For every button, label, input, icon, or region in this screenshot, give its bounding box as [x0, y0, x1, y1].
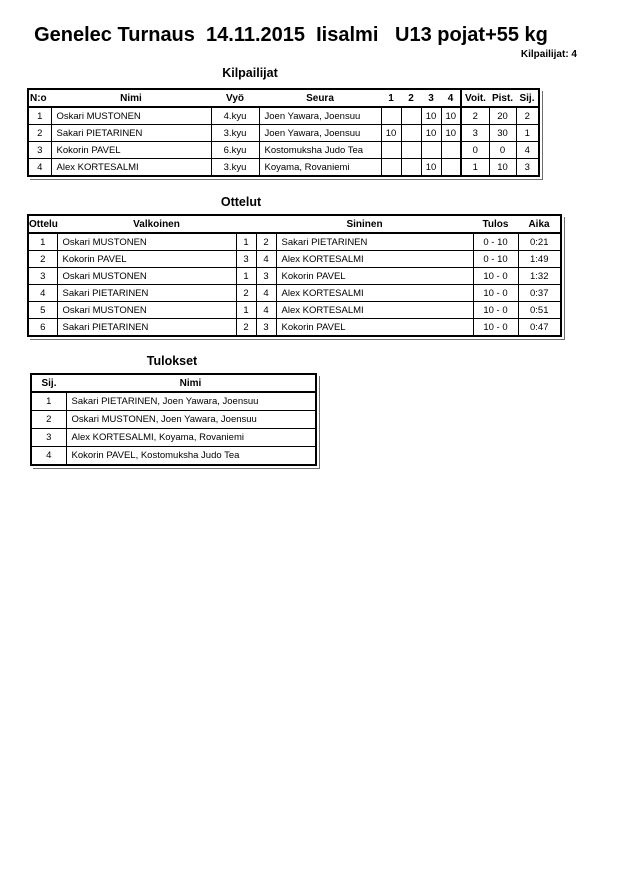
table-row [28, 302, 561, 319]
ottelut-table [27, 214, 562, 337]
cell-tulos: 10 - 0 [473, 285, 518, 302]
cell-sininen: Sakari PIETARINEN [276, 233, 473, 251]
col-header-seura: Seura [259, 89, 381, 107]
cell-nimi: Kokorin PAVEL, Kostomuksha Judo Tea [66, 447, 316, 466]
col-header-sij: Sij. [31, 374, 66, 392]
cell-valkoinen: Oskari MUSTONEN [57, 233, 236, 251]
cell-nimi: Sakari PIETARINEN, Joen Yawara, Joensuu [66, 392, 316, 411]
cell-sininen: Alex KORTESALMI [276, 302, 473, 319]
cell-valkoinen: Sakari PIETARINEN [57, 285, 236, 302]
cell-no: 4 [28, 159, 51, 177]
cell-sij: 4 [31, 447, 66, 466]
cell-pist: 10 [489, 159, 516, 177]
col-header-vyo: Vyö [211, 89, 259, 107]
table-row [28, 159, 539, 177]
cell-match-no: 6 [28, 319, 57, 337]
cell-sininen: Kokorin PAVEL [276, 319, 473, 337]
table-row [28, 285, 561, 302]
cell-match-no: 1 [28, 233, 57, 251]
table-row [28, 233, 561, 251]
cell-aika: 1:32 [518, 268, 561, 285]
cell-seura: Joen Yawara, Joensuu [259, 107, 381, 125]
ottelut-header-row [28, 215, 561, 233]
col-header-voit: Voit. [461, 89, 489, 107]
cell-pist: 30 [489, 125, 516, 142]
cell-score2 [401, 125, 421, 142]
page-title: Genelec Turnaus 14.11.2015 Iisalmi U13 pojat+55 kg [34, 24, 548, 46]
table-row [31, 392, 316, 411]
competitors-count-label: Kilpailijat: 4 [520, 49, 577, 60]
col-header-pist: Pist. [489, 89, 516, 107]
cell-aika: 0:21 [518, 233, 561, 251]
cell-valkoinen: Oskari MUSTONEN [57, 302, 236, 319]
cell-nimi: Oskari MUSTONEN [51, 107, 211, 125]
cell-sininen-no: 4 [256, 302, 276, 319]
cell-voit: 1 [461, 159, 489, 177]
cell-sininen: Alex KORTESALMI [276, 285, 473, 302]
col-header-tulos: Tulos [473, 215, 518, 233]
cell-no: 1 [28, 107, 51, 125]
table-row [31, 429, 316, 447]
cell-valkoinen-no: 2 [236, 319, 256, 337]
cell-sij: 1 [31, 392, 66, 411]
cell-voit: 0 [461, 142, 489, 159]
cell-sininen-no: 4 [256, 251, 276, 268]
cell-match-no: 4 [28, 285, 57, 302]
cell-nimi: Oskari MUSTONEN, Joen Yawara, Joensuu [66, 411, 316, 429]
cell-score4: 10 [441, 107, 461, 125]
cell-score1 [381, 107, 401, 125]
cell-sij: 2 [31, 411, 66, 429]
cell-valkoinen: Kokorin PAVEL [57, 251, 236, 268]
cell-score3: 10 [421, 107, 441, 125]
cell-vyo: 4.kyu [211, 107, 259, 125]
kilpailijat-table [27, 88, 540, 177]
cell-voit: 3 [461, 125, 489, 142]
kilpailijat-header-row [28, 89, 539, 107]
cell-vyo: 3.kyu [211, 159, 259, 177]
cell-seura: Koyama, Rovaniemi [259, 159, 381, 177]
cell-valkoinen-no: 1 [236, 233, 256, 251]
cell-tulos: 0 - 10 [473, 233, 518, 251]
cell-score4 [441, 159, 461, 177]
col-header-aika: Aika [518, 215, 561, 233]
cell-tulos: 10 - 0 [473, 319, 518, 337]
table-row [31, 411, 316, 429]
cell-score1 [381, 159, 401, 177]
cell-sininen-no: 3 [256, 268, 276, 285]
table-row [28, 319, 561, 337]
cell-score3: 10 [421, 125, 441, 142]
cell-sij: 3 [31, 429, 66, 447]
cell-valkoinen-no: 1 [236, 268, 256, 285]
cell-score4: 10 [441, 125, 461, 142]
cell-valkoinen-no: 2 [236, 285, 256, 302]
cell-aika: 0:37 [518, 285, 561, 302]
cell-tulos: 10 - 0 [473, 268, 518, 285]
cell-tulos: 0 - 10 [473, 251, 518, 268]
col-header-opp4: 4 [441, 89, 461, 107]
cell-match-no: 3 [28, 268, 57, 285]
cell-match-no: 5 [28, 302, 57, 319]
cell-sininen-no: 4 [256, 285, 276, 302]
cell-score1: 10 [381, 125, 401, 142]
cell-valkoinen: Oskari MUSTONEN [57, 268, 236, 285]
cell-voit: 2 [461, 107, 489, 125]
cell-sij: 1 [516, 125, 539, 142]
cell-nimi: Alex KORTESALMI, Koyama, Rovaniemi [66, 429, 316, 447]
cell-nimi: Sakari PIETARINEN [51, 125, 211, 142]
col-header-no: N:o [28, 89, 51, 107]
cell-tulos: 10 - 0 [473, 302, 518, 319]
cell-sininen: Kokorin PAVEL [276, 268, 473, 285]
col-header-sininen: Sininen [256, 215, 473, 233]
col-header-opp1: 1 [381, 89, 401, 107]
col-header-sij: Sij. [516, 89, 539, 107]
col-header-valkoinen: Valkoinen [57, 215, 256, 233]
cell-score1 [381, 142, 401, 159]
cell-nimi: Alex KORTESALMI [51, 159, 211, 177]
cell-sininen: Alex KORTESALMI [276, 251, 473, 268]
col-header-nimi: Nimi [51, 89, 211, 107]
cell-vyo: 6.kyu [211, 142, 259, 159]
cell-seura: Joen Yawara, Joensuu [259, 125, 381, 142]
cell-pist: 20 [489, 107, 516, 125]
cell-pist: 0 [489, 142, 516, 159]
table-row [28, 107, 539, 125]
tulokset-header-row [31, 374, 316, 392]
cell-aika: 0:47 [518, 319, 561, 337]
cell-valkoinen-no: 1 [236, 302, 256, 319]
cell-score3: 10 [421, 159, 441, 177]
cell-sij: 4 [516, 142, 539, 159]
cell-aika: 0:51 [518, 302, 561, 319]
cell-valkoinen: Sakari PIETARINEN [57, 319, 236, 337]
cell-no: 2 [28, 125, 51, 142]
cell-sij: 3 [516, 159, 539, 177]
section-title-kilpailijat: Kilpailijat [222, 66, 278, 80]
table-row [28, 142, 539, 159]
section-title-tulokset: Tulokset [146, 354, 198, 368]
table-row [28, 125, 539, 142]
table-row [31, 447, 316, 466]
col-header-opp3: 3 [421, 89, 441, 107]
cell-sininen-no: 2 [256, 233, 276, 251]
cell-seura: Kostomuksha Judo Tea [259, 142, 381, 159]
cell-sininen-no: 3 [256, 319, 276, 337]
cell-match-no: 2 [28, 251, 57, 268]
table-row [28, 268, 561, 285]
cell-score3 [421, 142, 441, 159]
cell-score2 [401, 159, 421, 177]
cell-vyo: 3.kyu [211, 125, 259, 142]
cell-sij: 2 [516, 107, 539, 125]
cell-no: 3 [28, 142, 51, 159]
table-row [28, 251, 561, 268]
col-header-opp2: 2 [401, 89, 421, 107]
cell-score4 [441, 142, 461, 159]
cell-valkoinen-no: 3 [236, 251, 256, 268]
col-header-ottelu: Ottelu [28, 215, 57, 233]
cell-score2 [401, 107, 421, 125]
cell-aika: 1:49 [518, 251, 561, 268]
cell-score2 [401, 142, 421, 159]
cell-nimi: Kokorin PAVEL [51, 142, 211, 159]
section-title-ottelut: Ottelut [220, 195, 262, 209]
col-header-nimi: Nimi [66, 374, 316, 392]
tulokset-table [30, 373, 317, 466]
